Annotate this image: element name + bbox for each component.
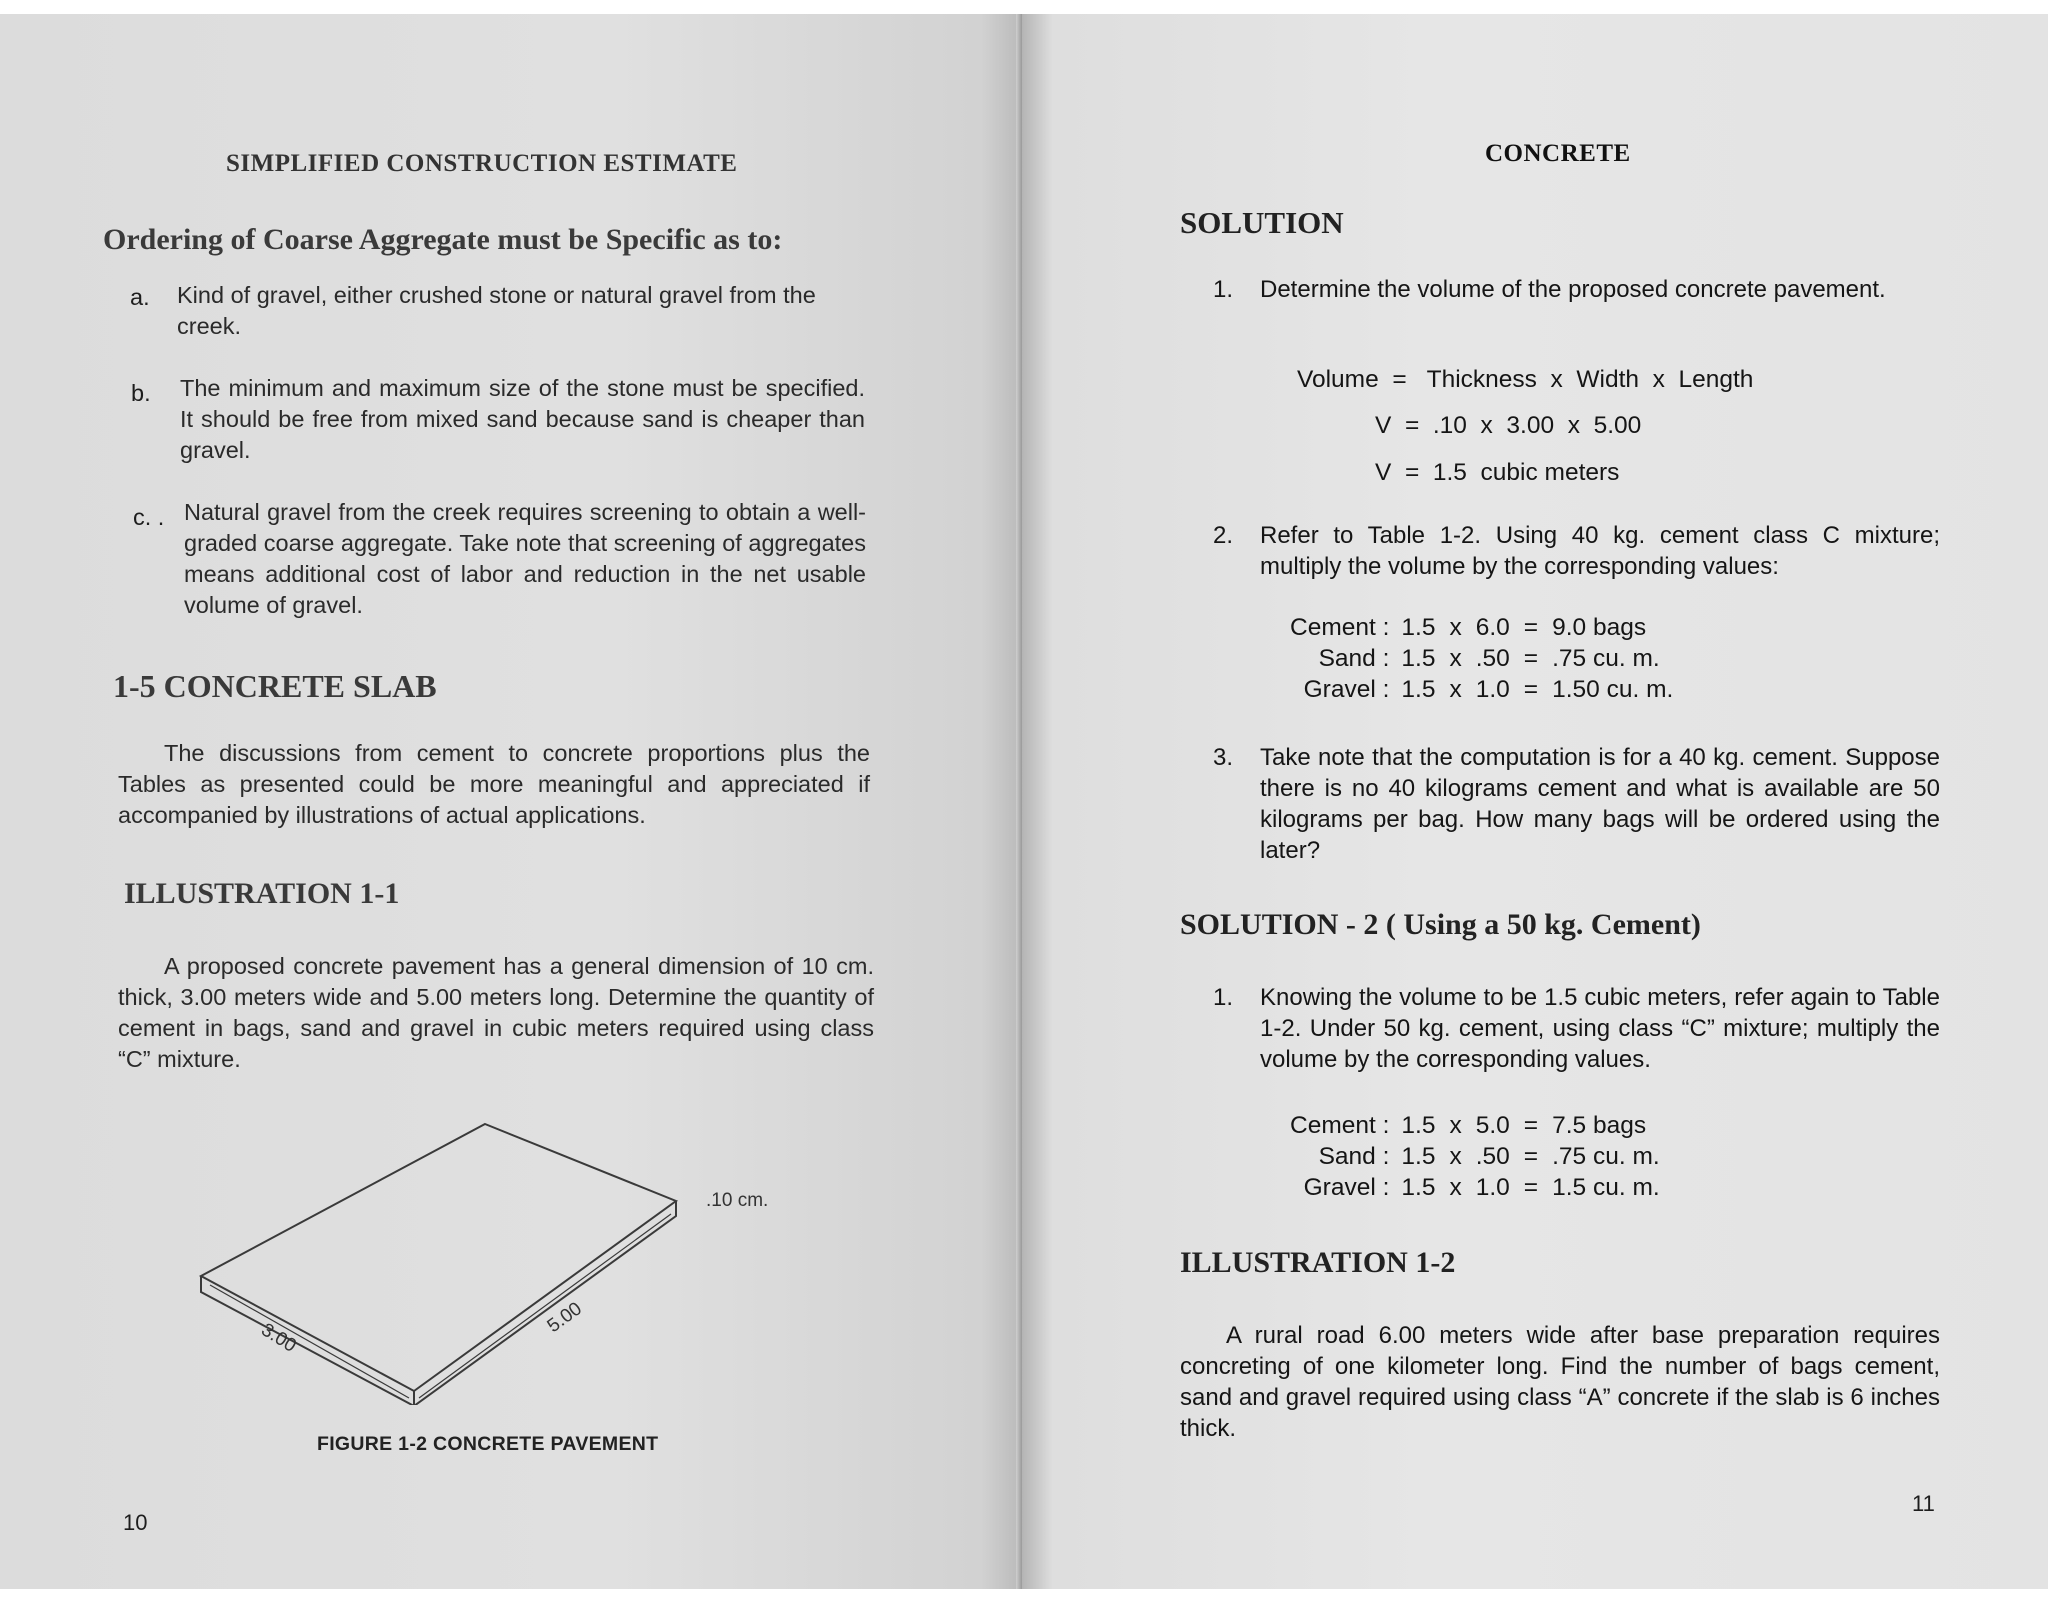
row-label: Sand : xyxy=(1318,1143,1390,1170)
row-volume: 1.5 xyxy=(1401,1174,1436,1201)
solution-title: SOLUTION xyxy=(1180,205,1344,240)
solution-2-step-1-number: 1. xyxy=(1213,984,1234,1011)
row-label: Gravel : xyxy=(1303,1174,1390,1201)
row-factor: 6.0 xyxy=(1475,614,1510,641)
illustration-1-1-title: ILLUSTRATION 1-1 xyxy=(124,877,400,910)
row-label: Cement : xyxy=(1290,1112,1390,1139)
step-3-text: Take note that the computation is for a 40 kg. cement. Suppose there is no 40 kilograms cement and what is available are 50 kilograms per bag. How many bags will be ordered using the later? xyxy=(1260,744,1940,864)
running-header-left: SIMPLIFIED CONSTRUCTION ESTIMATE xyxy=(226,150,738,177)
length-label: 5.00 xyxy=(543,1298,586,1338)
step-2-number: 2. xyxy=(1213,522,1234,549)
row-times: x xyxy=(1449,1174,1462,1201)
row-times: x xyxy=(1449,614,1462,641)
step-3-number: 3. xyxy=(1213,744,1234,771)
row-times: x xyxy=(1449,676,1462,703)
row-factor: .50 xyxy=(1475,645,1510,672)
step-1-number: 1. xyxy=(1213,276,1234,303)
slab-right-edge xyxy=(414,1201,676,1405)
row-volume: 1.5 xyxy=(1401,676,1436,703)
item-c-text: Natural gravel from the creek requires screening to obtain a well-graded coarse aggregate. Take note that screening of aggregates means additional cost of labor and reduction in the net usable volume of gravel. xyxy=(184,499,866,618)
illustration-1-1-paragraph: A proposed concrete pavement has a general dimension of 10 cm. thick, 3.00 meters wide and 5.00 meters long. Determine the quantity of cement in bags, sand and gravel in cubic meters required using class “C” mixture. xyxy=(118,953,874,1072)
item-a-letter: a. xyxy=(130,284,150,310)
volume-equation-line1: Volume = Thickness x Width x Length xyxy=(1297,366,1754,393)
volume-equation-line2: V = .10 x 3.00 x 5.00 xyxy=(1375,412,1642,439)
row-equals: = xyxy=(1523,1174,1539,1201)
table-row xyxy=(1290,1172,1660,1203)
item-c-letter: c. . xyxy=(133,504,165,530)
section-paragraph: The discussions from cement to concrete proportions plus the Tables as presented could be more meaningful and appreciated if accompanied by illustrations of actual applications. xyxy=(118,740,870,828)
illustration-1-2-title: ILLUSTRATION 1-2 xyxy=(1180,1246,1456,1279)
ordering-title: Ordering of Coarse Aggregate must be Specific as to: xyxy=(103,223,783,256)
row-times: x xyxy=(1449,1112,1462,1139)
solution-2-step-1-text: Knowing the volume to be 1.5 cubic meters, refer again to Table 1-2. Under 50 kg. cement, using class “C” mixture; multiply the volume by the corresponding values. xyxy=(1260,984,1940,1073)
row-volume: 1.5 xyxy=(1401,645,1436,672)
row-equals: = xyxy=(1523,614,1539,641)
row-result: 7.5 bags xyxy=(1552,1112,1647,1139)
row-volume: 1.5 xyxy=(1401,614,1436,641)
table-row xyxy=(1290,612,1673,643)
solution-2-title: SOLUTION - 2 ( Using a 50 kg. Cement) xyxy=(1180,908,1701,941)
row-equals: = xyxy=(1523,1112,1539,1139)
row-volume: 1.5 xyxy=(1401,1143,1436,1170)
material-table-50kg xyxy=(1290,1110,1660,1203)
row-volume: 1.5 xyxy=(1401,1112,1436,1139)
step-1-text: Determine the volume of the proposed concrete pavement. xyxy=(1260,276,1886,303)
section-title-concrete-slab: 1-5 CONCRETE SLAB xyxy=(113,668,437,704)
step-2-text: Refer to Table 1-2. Using 40 kg. cement class C mixture; multiply the volume by the corresponding values: xyxy=(1260,522,1940,580)
concrete-slab-figure xyxy=(190,1115,810,1405)
item-b-text: The minimum and maximum size of the stone must be specified. It should be free from mixed sand because sand is cheaper than gravel. xyxy=(180,375,865,463)
page-number-left: 10 xyxy=(123,1510,148,1535)
row-times: x xyxy=(1449,645,1462,672)
table-row xyxy=(1290,643,1673,674)
row-label: Cement : xyxy=(1290,614,1390,641)
illustration-1-2-paragraph: A rural road 6.00 meters wide after base preparation requires concreting of one kilometer long. Find the number of bags cement, sand and gravel required using class “A” concrete if the slab is 6 inches thick. xyxy=(1180,1322,1940,1442)
table-row xyxy=(1290,1110,1660,1141)
page-number-right: 11 xyxy=(1912,1491,1935,1516)
row-factor: 1.0 xyxy=(1475,1174,1510,1201)
item-b-letter: b. xyxy=(131,380,151,406)
row-label: Sand : xyxy=(1318,645,1390,672)
row-result: 9.0 bags xyxy=(1552,614,1647,641)
row-result: 1.5 cu. m. xyxy=(1552,1174,1660,1201)
row-equals: = xyxy=(1523,1143,1539,1170)
row-label: Gravel : xyxy=(1303,676,1390,703)
item-a-text: Kind of gravel, either crushed stone or natural gravel from the creek. xyxy=(177,282,816,339)
row-factor: .50 xyxy=(1475,1143,1510,1170)
row-result: 1.50 cu. m. xyxy=(1552,676,1674,703)
material-table-40kg xyxy=(1290,612,1673,705)
running-header-right: CONCRETE xyxy=(1485,140,1631,167)
row-result: .75 cu. m. xyxy=(1552,1143,1660,1170)
row-equals: = xyxy=(1523,676,1539,703)
slab-top-face xyxy=(201,1124,676,1391)
table-row xyxy=(1290,674,1673,705)
row-factor: 5.0 xyxy=(1475,1112,1510,1139)
row-equals: = xyxy=(1523,645,1539,672)
volume-equation-line3: V = 1.5 cubic meters xyxy=(1375,459,1620,486)
table-row xyxy=(1290,1141,1660,1172)
row-times: x xyxy=(1449,1143,1462,1170)
figure-caption: FIGURE 1-2 CONCRETE PAVEMENT xyxy=(317,1433,659,1455)
thickness-label: .10 cm. xyxy=(706,1190,769,1211)
width-label: 3.00 xyxy=(257,1319,300,1357)
row-factor: 1.0 xyxy=(1475,676,1510,703)
row-result: .75 cu. m. xyxy=(1552,645,1660,672)
